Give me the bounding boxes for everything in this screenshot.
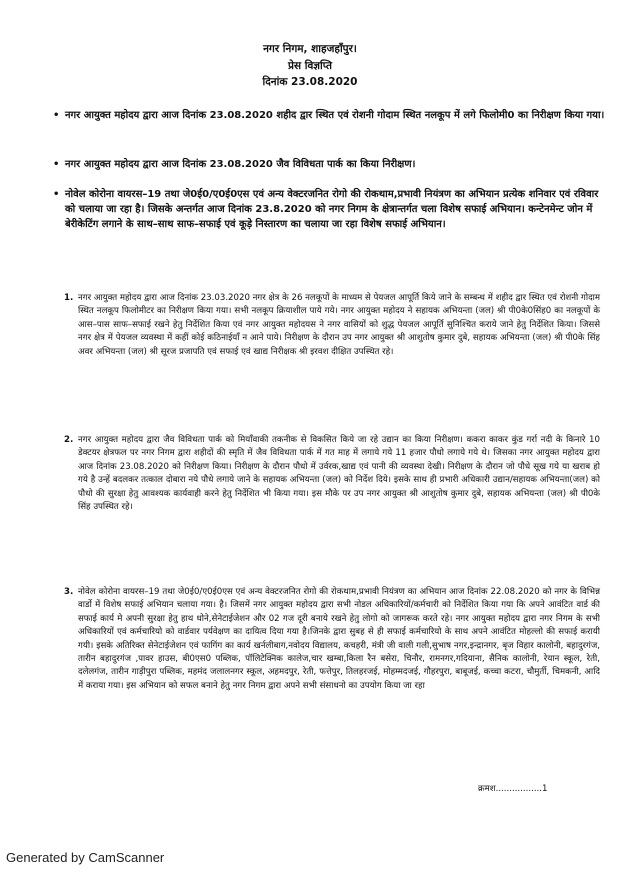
bullet-3: [53, 187, 605, 232]
doc-date: दिनांक 23.08.2020: [262, 76, 358, 88]
org-name: नगर निगम, शाहजहाँपुर।: [263, 43, 357, 55]
item-number: 3.: [64, 587, 74, 597]
doc-type: प्रेस विज्ञप्ति: [288, 60, 332, 72]
bullet-text: नगर आयुक्त महोदय द्वारा आज दिनांक 23.08.2020 जैव विविधता पार्क का किया निरीक्षण।: [65, 159, 416, 170]
item-text: नगर आयुक्त महोदय द्वारा जैव विविधता पार्क को मियाँवाकी तकनीक से विकसित किये जा रहे उद्यान का किया निरीक्षण। ककरा काकर कुंड गर्रा नदी के किनारे 10 डेक्टयर क्षेत्रफल पर नगर निगम द्वारा शहीदों की स्मृति में जैव विविधता पार्क में गत माह में लगाये गये 11 हजार पौधो लगाये गये थे। जिसका नगर आयुक्त महोदय द्वारा आज दिनांक 23.08.2020 को निरीक्षण किया। निरीक्षण के दौरान पौधो में उर्वरक,खाद्य एवं पानी की व्यवस्था देखी। निरीक्षण के दौरान जो पौधे सूख गये या खराब हो गये है उन्हें बदलकर तत्काल दोबारा नये पौधे लगाये जाने के सहायक अभियन्ता (जल) को निर्देश दिये। इसके साथ ही प्रभारी अधिकारी उद्यान/सहायक अभियन्ता(जल) को पौधो की सुरक्षा हेतु आवश्यक कार्यवाही करने हेतु निर्देशित भी किया गया। इस मौके पर उप नगर आयुक्त श्री आशुतोष कुमार दुबे, सहायक अभियन्ता (जल) श्री पी0के सिंह उपस्थित रहे।: [78, 435, 600, 513]
scanner-watermark: Generated by CamScanner: [6, 850, 165, 865]
numbered-item-2: [64, 434, 600, 514]
item-text: नगर आयुक्त महोदय द्वारा आज दिनांक 23.03.2020 नगर क्षेत्र के 26 नलकूपों के माध्यम से पेयजल आपूर्ति किये जाने के सम्बन्ध में शहीद द्वार स्थित एवं रोशनी गोदाम स्थित नलकूप फिलोमीटर का निरीक्षण किया गया। सभी नलकूप क्रियाशील पाये गये। नगर आयुक्त महोदय ने सहायक अभियन्ता (जल) श्री पी0के0सिंह0 का नलकूपों के आस–पास साफ–सफाई रखने हेतु निर्देशित किया एवं नगर आयुक्त महोदयस ने नगर वासियों को शुद्ध पेयजल आपूर्ति सुनिश्चित कराये जाने हेतु निर्देशित किया। जिससे नगर क्षेत्र में पेयजल व्यवस्था में कहीं कोई कठिनाईयाँ न आने पाये। निरीक्षण के दौरान उप नगर आयुक्त श्री आशुतोष कुमार दुबे, सहायक अभियन्ता (जल) श्री पी0के सिंह अवर अभियन्ता (जल) श्री सूरज प्रजापति एवं सफाई एवं खाद्य निरीक्षक श्री इरवश दीक्षित उपस्थित रहे।: [78, 293, 600, 357]
item-text: नोवेल कोरोना वायरस–19 तथा जे0ई0/ए0ई0एस एवं अन्य वेक्टरजनित रोगो की रोकथाम,प्रभावी नियंत्रण का अभियान आज दिनांक 22.08.2020 को नगर के विभिन्न वार्डो में विशेष सफाई अभियान चलाया गया। है। जिसमें नगर आयुक्त महोदय द्वारा सभी नोडल अधिकारियों/कर्मचारी को निर्देशित किया गया कि अपने आवंटित वार्ड की सफाई कार्य मे अपनी सुरक्षा हेतु हाथ धोने,सेनेटाईजेशन और 02 गज दूरी बनाये रखने हेतु लोगो को जागरूक करते रहे। नगर आयुक्त महोदय द्वारा नगर निगम के सभी अधिकारियों एवं कर्मचारियो को वार्डवार पर्यवेक्षण का दायित्व दिया गया है।जिनके द्वारा सुबह से ही सफाई कर्मचारियो के साथ अपने आवंटित मोहल्लो की सफाई करायी गयी। इसके अतिरिक्त सेनेटाईजेशन एवं फागिंग का कार्य खर्नलीबाग,नवोदय विद्यालय, कचहरी, मंत्री जी वाली गली,सुभाष नगर,इन्द्रानगर, बृज विहार कालोनी, बहादुरगंज, तारीन बहादुरगंज ,पावर हाउस, बी0एस0 पब्लिक, पॉलिटेक्निक कालेज,चार खम्बा,किला रैन बसेरा, चिनौर, रामनगर,गदियाना, सैनिक कालोनी, रेयान स्कूल, रेती, दलेलगंज, तारीन गाड़ीपुरा पब्लिक, महमंद जलालनगर स्कूल, अहमदपुर, रेती, फत्तेपुर, तिलहरजई, मोहम्मदजई, गौहरपुरा, बाबूजई, कच्चा कटरा, चौमुर्ती, चिमकनी, आदि में कराया गया। इस अभियान को सफल बनाने हेतु नगर निगम द्वारा अपने सभी संसाधनो का उपयोग किया जा रहा: [78, 587, 600, 691]
bullet-dot: •: [53, 159, 60, 170]
bullet-1: [53, 108, 605, 123]
bullet-dot: •: [53, 189, 60, 200]
continued-marker: क्रमश.................1: [478, 784, 548, 794]
bullet-text: नोवेल कोरोना वायरस–19 तथा जे0ई0/ए0ई0एस एवं अन्य वेक्टरजनित रोगो की रोकथाम,प्रभावी नियंत्रण का अभियान प्रत्येक शनिवार एवं रविवार को चलाया जा रहा है। जिसके अन्तर्गत आज दिनांक 23.8.2020 को नगर निगम के क्षेत्रान्तर्गत चला विशेष सफाई अभियान। कन्टेनमेन्ट जोन में बेरीकेटिंग लगाने के साथ–साथ साफ–सफाई एवं कूड़े निस्तारण का चलाया जा रहा विशेष सफाई अभियान।: [65, 189, 599, 230]
numbered-item-1: [64, 292, 600, 359]
bullet-text: नगर आयुक्त महोदय द्वारा आज दिनांक 23.08.2020 शहीद द्वार स्थित एवं रोशनी गोदाम स्थित नलकूप में लगे फिलोमी0 का निरीक्षण किया गया।: [65, 110, 605, 121]
bullet-2: [53, 157, 605, 172]
bullet-dot: •: [53, 110, 60, 121]
numbered-item-3: [64, 586, 600, 693]
item-number: 1.: [64, 293, 74, 303]
item-number: 2.: [64, 435, 74, 445]
